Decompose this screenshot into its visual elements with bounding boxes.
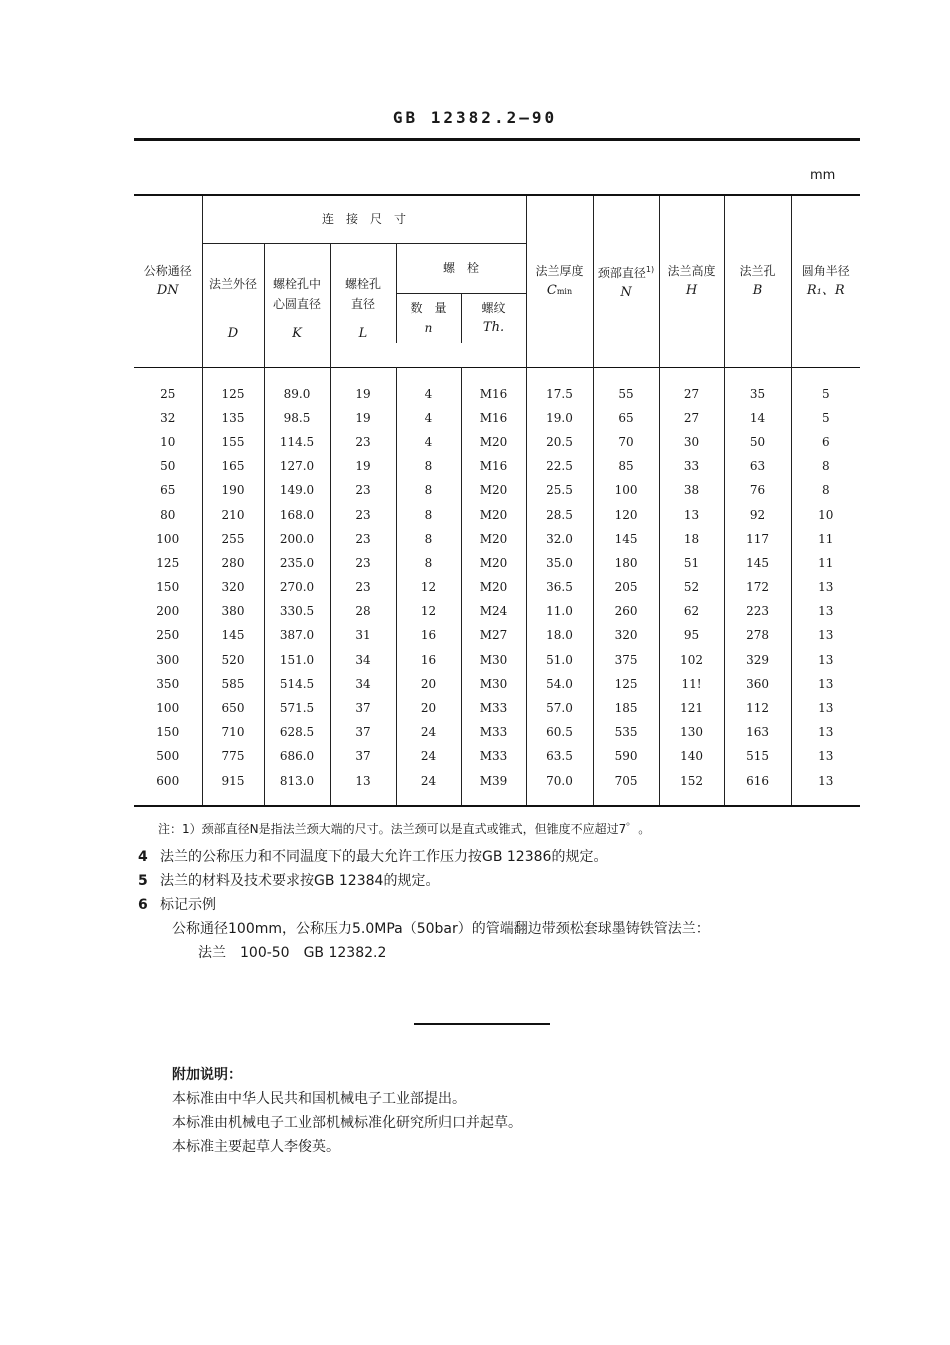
table-row: [134, 367, 860, 406]
table-cell: 387.0: [264, 623, 330, 647]
table-cell: 8: [396, 502, 461, 526]
table-cell: 114.5: [264, 430, 330, 454]
table-cell: 600: [156, 773, 180, 788]
example-designation: 法兰 100-50 GB 12382.2: [198, 945, 387, 961]
table-cell: 76: [724, 478, 791, 502]
header-thickness: [526, 195, 593, 367]
header-pitch-circle: [264, 243, 330, 367]
table-cell: 24: [396, 744, 461, 768]
header-bolt-count-symbol: n: [424, 321, 433, 336]
clause-5-text: 法兰的材料及技术要求按GB 12384的规定。: [160, 873, 440, 889]
header-bore-symbol: B: [752, 283, 763, 299]
header-radius: [791, 195, 860, 367]
table-cell: 27: [659, 406, 724, 430]
table-cell: M20: [461, 575, 526, 599]
table-row: [134, 575, 860, 599]
table-row: [134, 454, 860, 478]
table-row: [134, 720, 860, 744]
table-cell: 30: [659, 430, 724, 454]
header-pitch-circle-label-1: 螺栓孔中: [272, 276, 321, 291]
table-cell: 813.0: [264, 769, 330, 806]
table-cell: 330.5: [264, 599, 330, 623]
table-cell: 650: [202, 696, 264, 720]
table-cell: 13: [791, 599, 860, 623]
table-cell: 34: [330, 672, 396, 696]
table-cell: 37: [330, 744, 396, 768]
table-cell: 155: [202, 430, 264, 454]
table-cell: 37: [330, 720, 396, 744]
table-cell: 23: [330, 527, 396, 551]
table-cell: 13: [791, 672, 860, 696]
table-row: [134, 623, 860, 647]
table-cell: 52: [659, 575, 724, 599]
table-cell: 8: [396, 551, 461, 575]
table-cell: 705: [593, 769, 659, 806]
table-cell: 8: [396, 454, 461, 478]
table-cell: 329: [724, 648, 791, 672]
header-dn-symbol: DN: [156, 283, 179, 299]
table-cell: 31: [330, 623, 396, 647]
table-cell: 55: [593, 367, 659, 406]
table-cell: 135: [202, 406, 264, 430]
table-row: [134, 744, 860, 768]
table-cell: 590: [593, 744, 659, 768]
additional-notes-title: 附加说明：: [172, 1067, 242, 1083]
table-cell: 235.0: [264, 551, 330, 575]
table-cell: 320: [202, 575, 264, 599]
table-cell: 16: [396, 648, 461, 672]
flange-dimension-table: [134, 194, 860, 807]
table-cell: 32: [160, 410, 176, 425]
clause-4: [138, 846, 607, 866]
table-cell: 151.0: [264, 648, 330, 672]
clause-6-number: 6: [138, 897, 148, 913]
table-cell: M33: [461, 696, 526, 720]
table-cell: 165: [202, 454, 264, 478]
table-cell: 8: [791, 478, 860, 502]
header-bore: [724, 195, 791, 367]
table-cell: 27: [659, 367, 724, 406]
table-cell: 13: [791, 575, 860, 599]
table-cell: M27: [461, 623, 526, 647]
table-cell: 19: [330, 367, 396, 406]
table-cell: 145: [202, 623, 264, 647]
table-cell: 8: [396, 527, 461, 551]
header-dn-label: 公称通径: [143, 264, 192, 279]
table-cell: M24: [461, 599, 526, 623]
table-cell: 686.0: [264, 744, 330, 768]
table-cell: 5: [791, 406, 860, 430]
table-cell: M20: [461, 502, 526, 526]
table-cell: M20: [461, 527, 526, 551]
table-cell: 19: [330, 454, 396, 478]
table-cell: 4: [396, 367, 461, 406]
table-cell: M30: [461, 672, 526, 696]
table-cell: 185: [593, 696, 659, 720]
table-cell: 152: [659, 769, 724, 806]
table-cell: 260: [593, 599, 659, 623]
table-cell: 514.5: [264, 672, 330, 696]
table-cell: 13: [791, 696, 860, 720]
table-cell: 13: [791, 720, 860, 744]
table-cell: 100: [593, 478, 659, 502]
table-cell: 16: [396, 623, 461, 647]
table-cell: 25.5: [526, 478, 593, 502]
table-cell: 5: [791, 367, 860, 406]
header-height-label: 法兰高度: [667, 264, 716, 279]
table-cell: 127.0: [264, 454, 330, 478]
table-cell: 120: [593, 502, 659, 526]
header-outer-diameter: [202, 243, 264, 367]
table-cell: 571.5: [264, 696, 330, 720]
table-cell: 710: [202, 720, 264, 744]
table-cell: 12: [396, 575, 461, 599]
additional-note-line: 本标准由中华人民共和国机械电子工业部提出。: [172, 1091, 466, 1107]
table-cell: 23: [330, 478, 396, 502]
table-row: [134, 696, 860, 720]
header-radius-label: 圆角半径: [801, 264, 850, 279]
table-cell: 38: [659, 478, 724, 502]
table-cell: 92: [724, 502, 791, 526]
table-row: [134, 502, 860, 526]
table-cell: 23: [330, 575, 396, 599]
table-cell: 51.0: [526, 648, 593, 672]
table-cell: 23: [330, 551, 396, 575]
header-bolt-count-label: 数 量: [410, 301, 447, 316]
table-cell: 8: [396, 478, 461, 502]
table-cell: 98.5: [264, 406, 330, 430]
table-cell: 13: [791, 648, 860, 672]
header-thickness-symbol: C: [546, 282, 557, 298]
table-cell: 63.5: [526, 744, 593, 768]
table-cell: 775: [202, 744, 264, 768]
table-cell: 130: [659, 720, 724, 744]
table-cell: 616: [724, 769, 791, 806]
header-thread-symbol: Th.: [482, 320, 505, 336]
table-cell: 63: [724, 454, 791, 478]
table-cell: M33: [461, 720, 526, 744]
table-cell: 20: [396, 696, 461, 720]
table-cell: 54.0: [526, 672, 593, 696]
table-cell: 163: [724, 720, 791, 744]
table-cell: 24: [396, 720, 461, 744]
header-bolt-hole-label-1: 螺栓孔: [344, 276, 381, 291]
page-header-title: GB 12382.2—90: [392, 108, 558, 127]
table-cell: 23: [330, 502, 396, 526]
table-cell: 360: [724, 672, 791, 696]
table-cell: 168.0: [264, 502, 330, 526]
table-cell: 80: [160, 507, 176, 522]
table-cell: 180: [593, 551, 659, 575]
table-cell: M20: [461, 551, 526, 575]
table-cell: 150: [156, 580, 180, 595]
header-thread-label: 螺纹: [481, 301, 506, 316]
table-cell: 121: [659, 696, 724, 720]
header-group-connection: 连 接 尺 寸: [202, 195, 526, 243]
table-cell: 915: [202, 769, 264, 806]
table-row: [134, 430, 860, 454]
table-cell: 13: [791, 744, 860, 768]
table-cell: 100: [156, 531, 180, 546]
table-cell: 100: [156, 701, 180, 716]
table-cell: 37: [330, 696, 396, 720]
table-cell: 172: [724, 575, 791, 599]
table-cell: 70: [593, 430, 659, 454]
table-cell: 145: [724, 551, 791, 575]
table-cell: 12: [396, 599, 461, 623]
table-cell: 33: [659, 454, 724, 478]
header-thickness-subscript: min: [556, 286, 573, 296]
table-cell: 23: [330, 430, 396, 454]
header-neck-footnote: 1): [645, 264, 655, 274]
table-cell: 13: [330, 769, 396, 806]
unit-label: mm: [810, 168, 836, 183]
table-cell: 270.0: [264, 575, 330, 599]
table-cell: 17.5: [526, 367, 593, 406]
table-cell: 140: [659, 744, 724, 768]
table-cell: 200.0: [264, 527, 330, 551]
table-cell: 535: [593, 720, 659, 744]
table-cell: 65: [160, 483, 176, 498]
table-cell: 520: [202, 648, 264, 672]
table-cell: 255: [202, 527, 264, 551]
table-cell: 13: [659, 502, 724, 526]
clause-6-text: 标记示例: [160, 897, 216, 913]
table-cell: 51: [659, 551, 724, 575]
table-cell: 24: [396, 769, 461, 806]
header-neck-symbol: N: [620, 284, 632, 300]
header-pitch-circle-symbol: K: [292, 325, 302, 341]
table-cell: 11: [791, 551, 860, 575]
table-cell: 18.0: [526, 623, 593, 647]
header-neck: [593, 195, 659, 367]
table-cell: 223: [724, 599, 791, 623]
table-cell: 102: [659, 648, 724, 672]
table-cell: 300: [156, 652, 180, 667]
table-cell: 11.0: [526, 599, 593, 623]
table-cell: 32.0: [526, 527, 593, 551]
end-divider: [414, 1023, 550, 1025]
table-cell: 28: [330, 599, 396, 623]
table-cell: M16: [461, 454, 526, 478]
table-cell: 149.0: [264, 478, 330, 502]
table-row: [134, 406, 860, 430]
table-cell: M30: [461, 648, 526, 672]
table-cell: 145: [593, 527, 659, 551]
table-cell: 210: [202, 502, 264, 526]
table-cell: 36.5: [526, 575, 593, 599]
table-cell: 65: [593, 406, 659, 430]
table-cell: M20: [461, 478, 526, 502]
header-thickness-label: 法兰厚度: [535, 263, 584, 278]
header-bolt-hole: [330, 243, 396, 367]
header-bolt-hole-symbol: L: [358, 325, 368, 341]
table-row: [134, 672, 860, 696]
table-cell: 62: [659, 599, 724, 623]
table-cell: 11: [791, 527, 860, 551]
clause-4-number: 4: [138, 849, 148, 865]
table-cell: 13: [791, 623, 860, 647]
table-row: [134, 527, 860, 551]
table-cell: 278: [724, 623, 791, 647]
table-cell: 95: [659, 623, 724, 647]
table-cell: 20: [396, 672, 461, 696]
header-group-bolt: 螺 栓: [396, 243, 526, 293]
table-cell: 34: [330, 648, 396, 672]
table-cell: 150: [156, 725, 180, 740]
table-footnote: 注：1）颈部直径N是指法兰颈大端的尺寸。法兰颈可以是直式或锥式，但锥度不应超过7゜。: [158, 822, 651, 836]
table-cell: 112: [724, 696, 791, 720]
table-cell: 10: [791, 502, 860, 526]
table-cell: 89.0: [264, 367, 330, 406]
table-cell: 70.0: [526, 769, 593, 806]
table-cell: 25: [160, 386, 176, 401]
table-cell: M16: [461, 406, 526, 430]
table-cell: 19.0: [526, 406, 593, 430]
header-dn: [134, 195, 202, 367]
header-height: [659, 195, 724, 367]
table-cell: 6: [791, 430, 860, 454]
table-cell: 117: [724, 527, 791, 551]
header-pitch-circle-label-2: 心圆直径: [272, 296, 321, 311]
table-cell: M39: [461, 769, 526, 806]
additional-note-line: 本标准由机械电子工业部机械标准化研究所归口并起草。: [172, 1115, 522, 1131]
header-bolt-hole-label-2: 直径: [350, 296, 375, 311]
clause-4-text: 法兰的公称压力和不同温度下的最大允许工作压力按GB 12386的规定。: [160, 849, 608, 865]
table-row: [134, 648, 860, 672]
table-cell: 35: [724, 367, 791, 406]
table-cell: 280: [202, 551, 264, 575]
header-thread: [461, 293, 526, 343]
table-cell: M20: [461, 430, 526, 454]
table-cell: 28.5: [526, 502, 593, 526]
header-neck-label: 颈部直径: [597, 265, 646, 280]
header-outer-diameter-label: 法兰外径: [208, 276, 257, 291]
table-cell: 60.5: [526, 720, 593, 744]
table-cell: 18: [659, 527, 724, 551]
table-cell: 11!: [659, 672, 724, 696]
table-cell: 205: [593, 575, 659, 599]
table-cell: 50: [724, 430, 791, 454]
table-cell: 125: [593, 672, 659, 696]
header-bolt-count: [396, 293, 461, 343]
additional-note-line: 本标准主要起草人李俊英。: [172, 1139, 340, 1155]
table-cell: 375: [593, 648, 659, 672]
table-cell: 125: [202, 367, 264, 406]
table-cell: 13: [791, 769, 860, 806]
table-cell: 200: [156, 604, 180, 619]
table-cell: 585: [202, 672, 264, 696]
table-cell: 350: [156, 676, 180, 691]
table-cell: 8: [791, 454, 860, 478]
table-cell: 85: [593, 454, 659, 478]
table-cell: 19: [330, 406, 396, 430]
header-radius-symbol: R₁、R: [806, 283, 845, 299]
table-cell: 22.5: [526, 454, 593, 478]
header-bore-label: 法兰孔: [739, 264, 776, 279]
table-cell: 50: [160, 459, 176, 474]
clause-5-number: 5: [138, 873, 148, 889]
table-cell: 515: [724, 744, 791, 768]
header-outer-diameter-symbol: D: [227, 325, 239, 341]
table-cell: 57.0: [526, 696, 593, 720]
table-cell: 190: [202, 478, 264, 502]
table-cell: 4: [396, 430, 461, 454]
table-row: [134, 599, 860, 623]
table-cell: 125: [156, 555, 180, 570]
table-cell: 500: [156, 749, 180, 764]
table-cell: 380: [202, 599, 264, 623]
table-cell: 628.5: [264, 720, 330, 744]
table-row: [134, 551, 860, 575]
table-row: [134, 478, 860, 502]
header-divider: [134, 138, 860, 141]
clause-6: [138, 894, 216, 914]
table-row: [134, 769, 860, 806]
header-height-symbol: H: [685, 283, 698, 299]
table-cell: 250: [156, 628, 180, 643]
example-description: 公称通径100mm，公称压力5.0MPa（50bar）的管端翻边带颈松套球墨铸铁管法兰：: [172, 921, 710, 937]
table-cell: M16: [461, 367, 526, 406]
table-cell: M33: [461, 744, 526, 768]
table-cell: 14: [724, 406, 791, 430]
table-cell: 10: [160, 434, 176, 449]
table-cell: 320: [593, 623, 659, 647]
table-cell: 4: [396, 406, 461, 430]
clause-5: [138, 870, 439, 890]
table-cell: 20.5: [526, 430, 593, 454]
table-cell: 35.0: [526, 551, 593, 575]
